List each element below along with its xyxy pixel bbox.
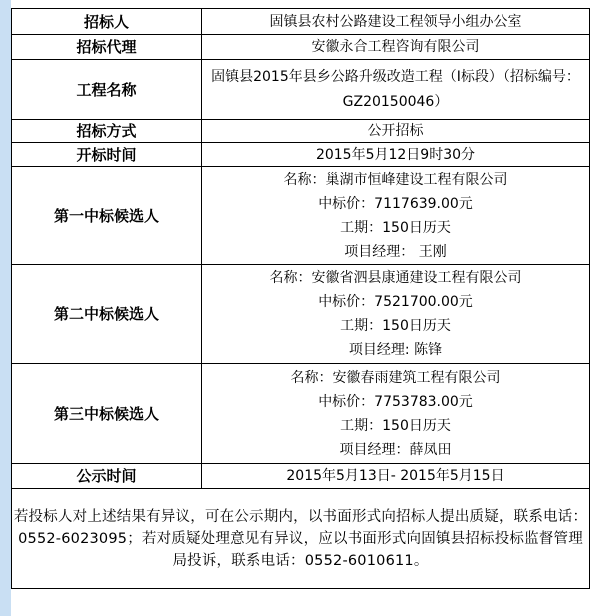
method-label: 招标方式	[12, 120, 202, 143]
candidate-2-period: 工期：150日历天	[340, 318, 451, 334]
row-tenderer	[12, 9, 590, 35]
tenderer-label: 招标人	[12, 9, 202, 35]
tenderer-value: 固镇县农村公路建设工程领导小组办公室	[202, 9, 590, 35]
agent-label: 招标代理	[12, 35, 202, 60]
row-publicity	[12, 464, 590, 489]
candidate-1-price: 中标价：7117639.00元	[318, 195, 473, 212]
candidate-1-period: 工期：150日历天	[340, 219, 451, 236]
row-open-time	[12, 143, 590, 167]
publicity-label: 公示时间	[12, 464, 202, 489]
objection-notice: 若投标人对上述结果有异议，可在公示期内，以书面形式向招标人提出质疑，联系电话：0552-6023095；若对质疑处理意见有异议，应以书面形式向固镇县招标投标监督管理局投诉，联系电话：0552-6010611。	[12, 489, 590, 589]
candidate-3-price: 中标价：7753783.00元	[318, 393, 473, 410]
candidate-3-details	[202, 364, 590, 464]
publicity-value: 2015年5月13日- 2015年5月15日	[202, 464, 590, 489]
candidate-1-manager: 项目经理： 王刚	[344, 243, 447, 260]
agent-value: 安徽永合工程咨询有限公司	[202, 35, 590, 60]
candidate-1-name: 名称：巢湖市恒峰建设工程有限公司	[283, 171, 508, 188]
candidate-2-details	[202, 265, 590, 364]
row-method	[12, 120, 590, 143]
candidate-1-label: 第一中标候选人	[12, 167, 202, 265]
row-project	[12, 60, 590, 120]
left-border-strip	[0, 0, 11, 616]
candidate-3-label: 第三中标候选人	[12, 364, 202, 464]
row-agent	[12, 35, 590, 60]
row-objection	[12, 489, 590, 589]
open-time-label: 开标时间	[12, 143, 202, 167]
project-label: 工程名称	[12, 60, 202, 120]
project-value: 固镇县2015年县乡公路升级改造工程（Ⅰ标段）（招标编号：GZ20150046）	[202, 60, 590, 120]
candidate-1-details	[202, 167, 590, 265]
candidate-2-label: 第二中标候选人	[12, 265, 202, 364]
row-candidate-1	[12, 167, 590, 265]
candidate-2-manager: 项目经理: 陈锋	[348, 342, 443, 358]
candidate-2-name: 名称：安徽省泗县康通建设工程有限公司	[269, 270, 522, 286]
candidate-3-period: 工期：150日历天	[340, 417, 451, 434]
right-border-strip	[589, 0, 600, 616]
method-value: 公开招标	[202, 120, 590, 143]
candidate-3-name: 名称：安徽春雨建筑工程有限公司	[290, 369, 501, 386]
row-candidate-3	[12, 364, 590, 464]
candidate-3-manager: 项目经理：薛凤田	[339, 441, 452, 458]
tender-result-table	[11, 8, 590, 589]
open-time-value: 2015年5月12日9时30分	[202, 143, 590, 167]
row-candidate-2	[12, 265, 590, 364]
candidate-2-price: 中标价：7521700.00元	[318, 294, 473, 310]
